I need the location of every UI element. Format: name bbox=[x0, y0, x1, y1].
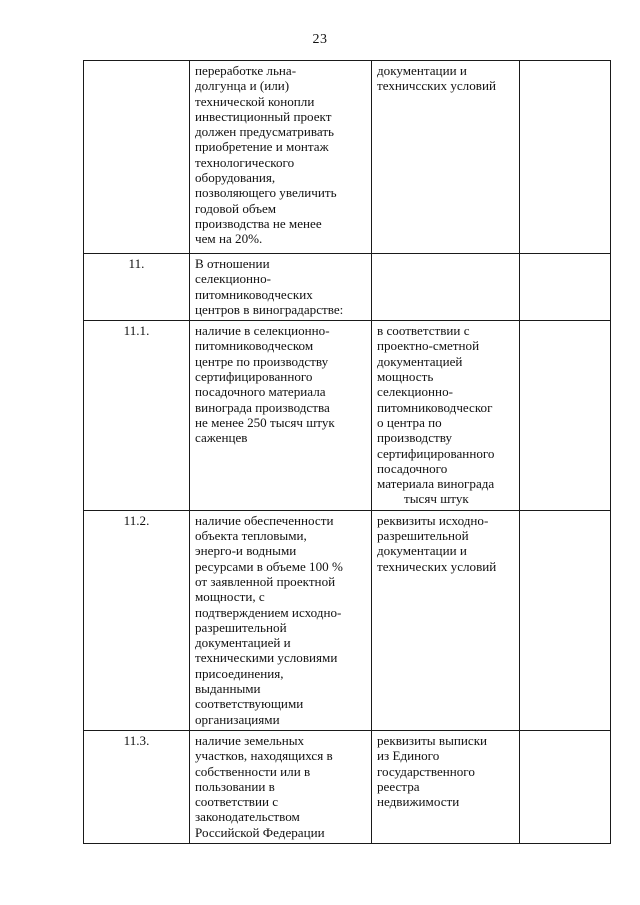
document-cell bbox=[372, 61, 520, 254]
requirement-line: пользовании в bbox=[195, 778, 275, 794]
document-cell bbox=[372, 254, 520, 321]
document-cell bbox=[372, 321, 520, 511]
table-row bbox=[84, 321, 611, 511]
row-number-cell bbox=[84, 61, 190, 254]
document-line: реквизиты исходно- bbox=[377, 512, 489, 528]
requirement-line: сертифицированного bbox=[195, 369, 313, 385]
requirement-line: винограда производства bbox=[195, 399, 330, 415]
requirement-line: наличие обеспеченности bbox=[195, 512, 334, 528]
requirement-cell bbox=[190, 510, 372, 730]
requirement-cell bbox=[190, 321, 372, 511]
document-line: недвижимости bbox=[377, 794, 460, 810]
table-row bbox=[84, 510, 611, 730]
document-line: материала винограда bbox=[377, 476, 495, 492]
requirement-line: селекционно- bbox=[195, 271, 271, 287]
requirement-line: соответствующими bbox=[195, 696, 304, 712]
row-number-cell: 11. bbox=[84, 254, 190, 321]
row-number-cell: 11.3. bbox=[84, 730, 190, 843]
requirement-line: инвестиционный проект bbox=[195, 108, 332, 124]
requirements-table bbox=[83, 60, 611, 844]
requirement-line: питомниководческих bbox=[195, 286, 313, 302]
table-body bbox=[84, 61, 611, 844]
empty-cell bbox=[520, 254, 611, 321]
requirement-line: центре по производству bbox=[195, 353, 329, 369]
requirement-line: наличие в селекционно- bbox=[195, 323, 330, 339]
requirement-line: посадочного материала bbox=[195, 384, 326, 400]
document-line: разрешительной bbox=[377, 528, 469, 544]
requirement-line: мощности, с bbox=[195, 589, 265, 605]
document-line: документации и bbox=[377, 543, 467, 559]
document-line: селекционно- bbox=[377, 384, 453, 400]
document-line: технических условий bbox=[377, 558, 497, 574]
row-number-cell: 11.1. bbox=[84, 321, 190, 511]
requirement-line: центров в виноградарстве: bbox=[195, 301, 344, 317]
table-row bbox=[84, 61, 611, 254]
requirement-line: законодательством bbox=[195, 809, 300, 825]
document-cell bbox=[372, 510, 520, 730]
table-row bbox=[84, 730, 611, 843]
empty-cell bbox=[520, 510, 611, 730]
requirement-cell bbox=[190, 61, 372, 254]
requirement-line: производства не менее bbox=[195, 215, 322, 231]
document-line: сертифицированного bbox=[377, 445, 495, 461]
requirement-line: энерго-и водными bbox=[195, 543, 297, 559]
requirement-line: приобретение и монтаж bbox=[195, 139, 329, 155]
document-line: в соответствии с bbox=[377, 323, 470, 339]
requirement-line: питомниководческом bbox=[195, 338, 314, 354]
requirement-cell bbox=[190, 730, 372, 843]
requirement-line: документацией и bbox=[195, 635, 291, 651]
document-line: производству bbox=[377, 430, 453, 446]
table-row bbox=[84, 254, 611, 321]
requirement-cell bbox=[190, 254, 372, 321]
requirement-line: не менее 250 тысяч штук bbox=[195, 414, 335, 430]
requirement-line: саженцев bbox=[195, 430, 248, 446]
requirement-line: ресурсами в объеме 100 % bbox=[195, 558, 343, 574]
requirement-line: технической конопли bbox=[195, 93, 315, 109]
requirement-line: собственности или в bbox=[195, 763, 311, 779]
requirement-line: чем на 20%. bbox=[195, 231, 263, 247]
row-number-cell: 11.2. bbox=[84, 510, 190, 730]
empty-cell bbox=[520, 730, 611, 843]
requirement-line: присоединения, bbox=[195, 665, 284, 681]
requirement-line: оборудования, bbox=[195, 170, 276, 186]
requirement-line: разрешительной bbox=[195, 619, 287, 635]
requirement-line: Российской Федерации bbox=[195, 824, 325, 840]
document-line: из Единого bbox=[377, 748, 440, 764]
requirement-line: техническими условиями bbox=[195, 650, 338, 666]
requirement-line: технологического bbox=[195, 154, 295, 170]
document-line: мощность bbox=[377, 369, 434, 385]
requirement-line: наличие земельных bbox=[195, 732, 305, 748]
requirement-line: объекта тепловыми, bbox=[195, 528, 307, 544]
requirement-line: переработке льна- bbox=[195, 63, 297, 78]
document-line: документации и bbox=[377, 63, 467, 78]
document-line: посадочного bbox=[377, 460, 448, 476]
requirement-line: долгунца и (или) bbox=[195, 78, 290, 94]
document-line: о центра по bbox=[377, 414, 442, 430]
document-line: питомниководческог bbox=[377, 399, 493, 415]
requirement-line: соответствии с bbox=[195, 794, 279, 810]
empty-cell bbox=[520, 321, 611, 511]
page-number: 23 bbox=[312, 32, 328, 47]
requirement-line: годовой объем bbox=[195, 200, 277, 216]
document-line: реестра bbox=[377, 778, 420, 794]
document-line: реквизиты выписки bbox=[377, 732, 488, 748]
document-line: проектно-сметной bbox=[377, 338, 480, 354]
document-line: документацией bbox=[377, 353, 463, 369]
document-line: тысяч штук bbox=[404, 491, 469, 507]
document-line: государственного bbox=[377, 763, 475, 779]
requirement-line: от заявленной проектной bbox=[195, 573, 336, 589]
requirement-line: должен предусматривать bbox=[195, 124, 335, 140]
requirement-line: В отношении bbox=[195, 256, 270, 271]
document-line: техничсских условий bbox=[377, 78, 496, 94]
requirement-line: подтверждением исходно- bbox=[195, 604, 342, 620]
document-cell bbox=[372, 730, 520, 843]
requirement-line: организациями bbox=[195, 711, 280, 727]
requirement-line: выданными bbox=[195, 681, 261, 697]
requirement-line: участков, находящихся в bbox=[195, 748, 333, 764]
empty-cell bbox=[520, 61, 611, 254]
requirement-line: позволяющего увеличить bbox=[195, 185, 337, 201]
